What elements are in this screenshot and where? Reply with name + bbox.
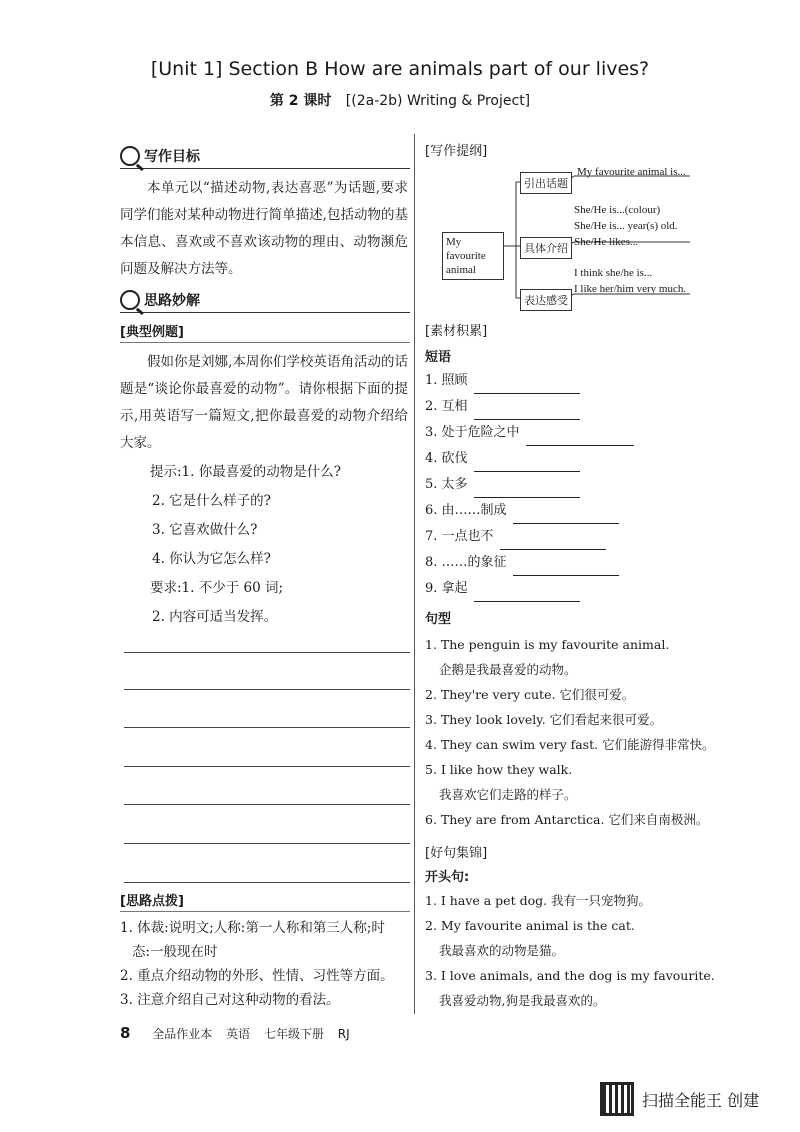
phrase-item: 8. ……的象征 [425,550,665,576]
writing-goal-section [120,146,410,283]
answer-blank[interactable] [474,588,580,602]
answer-blank[interactable] [526,432,634,446]
answer-blank[interactable] [500,536,606,550]
writing-line[interactable] [124,882,410,883]
hint-item: 提示:1. 你最喜爱的动物是什么? [150,464,341,480]
phrase-item: 9. 拿起 [425,576,665,602]
sentence-item: 2. They're very cute. 它们很可爱。 [425,687,635,702]
edition-name: RJ [337,1027,350,1041]
phrase-item: 4. 砍伐 [425,446,665,472]
sentence-item: 4. They can swim very fast. 它们能游得非常快。 [425,737,715,752]
tip-item: 3. 注意介绍自己对这种动物的看法。 [120,992,340,1008]
good-sentence-translation: 我最喜欢的动物是猫。 [439,943,565,958]
mindmap-root: My favourite animal [442,232,504,280]
mindmap-feeling-line: I think she/he is... [574,267,653,279]
tips-section [120,890,410,1012]
mindmap-branch-details: 具体介绍 [520,237,572,259]
materials-label: [素材积累] [425,324,488,339]
tips-label: [思路点拨] [120,894,184,909]
hint-item: 4. 你认为它怎么样? [152,551,271,567]
writing-line[interactable] [124,804,410,805]
grade-name: 七年级下册 [263,1027,324,1041]
label-underline [120,911,410,912]
mindmap-branch-feeling: 表达感受 [520,289,572,311]
writing-line[interactable] [124,727,410,728]
sentence-translation: 我喜欢它们走路的样子。 [439,787,577,802]
mindmap-detail-line: She/He is... year(s) old. [574,220,678,232]
scanner-watermark: 扫描全能王 创建 [642,1091,760,1110]
ideas-heading-text: 思路妙解 [144,293,200,309]
hint-item: 3. 它喜欢做什么? [152,522,258,538]
good-sentence-item: 1. I have a pet dog. 我有一只宠物狗。 [425,893,652,908]
magnifier-icon [120,146,140,166]
hints-list [150,458,341,632]
sentence-translation: 企鹅是我最喜爱的动物。 [439,662,577,677]
magnifier-icon [120,290,140,310]
tip-item: 1. 体裁:说明文;人称:第一人称和第三人称;时 [120,920,385,936]
mindmap-feeling-lines [574,265,686,297]
writing-goal-text: 本单元以“描述动物,表达喜恶”为话题,要求同学们能对某种动物进行简单描述,包括动物的基本信息、喜欢或不喜欢该动物的理由、动物濒危问题及解决方法等。 [120,180,408,277]
sentence-item: 3. They look lovely. 它们看起来很可爱。 [425,712,663,727]
writing-line[interactable] [124,766,410,767]
good-sentence-translation: 我喜爱动物,狗是我最喜欢的。 [439,993,606,1008]
writing-line[interactable] [124,652,410,653]
answer-blank[interactable] [474,458,580,472]
sentence-item: 6. They are from Antarctica. 它们来自南极洲。 [425,812,709,827]
outline-label: [写作提纲] [425,144,488,159]
column-divider [414,134,415,1014]
mindmap-branch-intro: 引出话题 [520,172,572,194]
heading-underline [120,312,410,313]
hint-item: 要求:1. 不少于 60 词; [150,580,284,596]
good-sentence-item: 3. I love animals, and the dog is my favourite. [425,968,715,983]
sentences-label: 句型 [425,612,452,627]
page-number: 8 [120,1024,131,1042]
sentence-item: 5. I like how they walk. [425,762,573,777]
good-sentences-label: [好句集锦] [425,846,488,861]
example-text: 假如你是刘娜,本周你们学校英语角活动的话题是“谈论你最喜爱的动物”。请你根据下面的提示,用英语写一篇短文,把你最喜爱的动物介绍给大家。 [120,354,408,451]
lesson-subtitle: [(2a-2b) Writing & Project] [345,93,531,109]
example-label: [典型例题] [120,325,184,340]
lesson-number: 第 2 课时 [269,93,332,109]
mindmap-intro-line: My favourite animal is... [577,166,686,178]
phrase-item: 3. 处于危险之中 [425,420,665,446]
writing-line[interactable] [124,689,410,690]
opening-label: 开头句: [425,870,470,885]
phrase-item: 6. 由……制成 [425,498,665,524]
sentence-item: 1. The penguin is my favourite animal. [425,637,670,652]
hint-item: 2. 它是什么样子的? [152,493,271,509]
good-sentence-item: 2. My favourite animal is the cat. [425,918,635,933]
phrases-list [425,368,665,602]
mindmap-detail-line: She/He likes... [574,236,639,248]
ideas-section [120,290,410,457]
hint-item: 2. 内容可适当发挥。 [152,609,278,625]
phrases-label: 短语 [425,350,452,365]
label-underline [120,342,410,343]
qr-code-icon [600,1082,634,1116]
phrase-item: 7. 一点也不 [425,524,665,550]
subject-name: 英语 [226,1027,251,1041]
mindmap-feeling-line: I like her/him very much. [574,283,687,295]
book-name: 全品作业本 [152,1027,213,1041]
writing-goal-heading [120,146,410,166]
heading-underline [120,168,410,169]
tip-item: 态:一般现在时 [132,944,218,960]
answer-blank[interactable] [513,562,619,576]
good-sentences-list [425,888,735,1013]
ideas-heading [120,290,410,310]
lesson-title [0,90,800,110]
sentences-list [425,632,725,832]
phrase-item: 1. 照顾 [425,368,665,394]
phrase-item: 2. 互相 [425,394,665,420]
phrase-item: 5. 太多 [425,472,665,498]
mindmap-detail-line: She/He is...(colour) [574,204,661,216]
mindmap-details-lines [574,202,678,250]
answer-blank[interactable] [513,510,619,524]
tip-item: 2. 重点介绍动物的外形、性情、习性等方面。 [120,968,394,984]
writing-line[interactable] [124,843,410,844]
unit-title: [Unit 1] Section B How are animals part of our lives? [150,58,650,80]
answer-blank[interactable] [474,484,580,498]
answer-blank[interactable] [474,406,580,420]
answer-blank[interactable] [474,380,580,394]
page-footer [120,1024,360,1042]
writing-goal-heading-text: 写作目标 [144,149,200,165]
